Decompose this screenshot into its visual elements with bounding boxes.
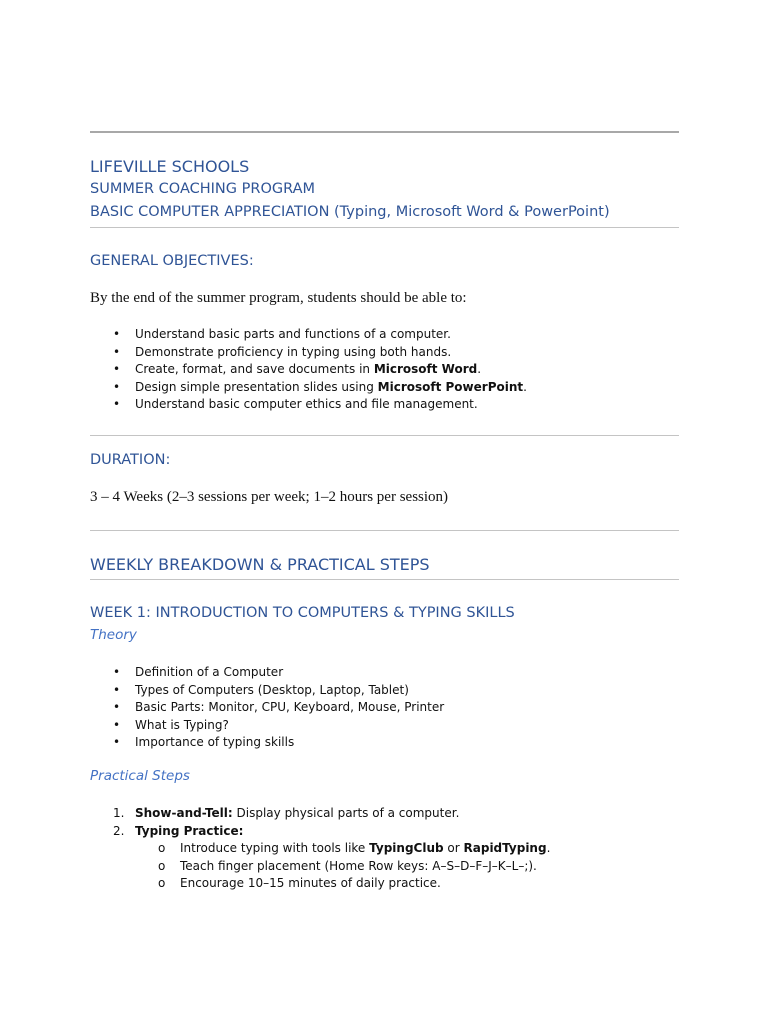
bullet-icon: • <box>113 700 121 714</box>
step-number: 2. <box>113 823 125 838</box>
step-number: 1. <box>113 806 125 820</box>
bold-term: Typing Practice: <box>135 823 244 838</box>
circle-bullet-icon: o <box>158 841 166 855</box>
bullet-icon: • <box>113 397 121 411</box>
bullet-icon: • <box>113 327 121 341</box>
bullet-icon: • <box>113 735 121 749</box>
header-rule <box>90 131 679 133</box>
course-title: BASIC COMPUTER APPRECIATION (Typing, Microsoft Word & PowerPoint) <box>90 204 610 220</box>
divider <box>90 579 679 580</box>
bold-term: Microsoft PowerPoint <box>377 379 524 394</box>
breakdown-heading: WEEKLY BREAKDOWN & PRACTICAL STEPS <box>90 555 430 574</box>
bullet-icon: • <box>113 379 121 394</box>
divider <box>90 530 679 531</box>
practical-label: Practical Steps <box>90 768 190 784</box>
week1-heading: WEEK 1: INTRODUCTION TO COMPUTERS & TYPING SKILLS <box>90 605 515 621</box>
duration-text: 3 – 4 Weeks (2–3 sessions per week; 1–2 hours per session) <box>90 489 449 505</box>
program-name: SUMMER COACHING PROGRAM <box>90 181 316 197</box>
theory-label: Theory <box>90 627 137 643</box>
bold-term: TypingClub <box>369 841 444 855</box>
bold-term: Microsoft Word <box>373 362 478 376</box>
circle-bullet-icon: o <box>158 858 166 873</box>
bullet-icon: • <box>113 344 121 359</box>
bold-term: RapidTyping <box>463 841 547 855</box>
bold-term: Show-and-Tell: <box>135 806 233 820</box>
objectives-intro: By the end of the summer program, students should be able to: <box>90 290 467 306</box>
bullet-icon: • <box>113 682 121 697</box>
objectives-heading: GENERAL OBJECTIVES: <box>90 253 254 269</box>
circle-bullet-icon: o <box>158 876 166 890</box>
bullet-icon: • <box>113 362 121 376</box>
document-page: LIFEVILLE SCHOOLS SUMMER COACHING PROGRAM BASIC COMPUTER APPRECIATION (Typing, Microsoft Word & PowerPoint) GENERAL OBJECTIVES: By the end of the summer program, students should be able to: • Understand basic parts and functions of a computer. • Demonstrate proficiency in typing using both hands. • Create, format, and save documents in Microsoft Word. • Design simple presentation slides using Microsoft PowerPoint. • Understand basic computer ethics and file management. DURATION: 3 – 4 Weeks (2–3 sessions per week; 1–2 hours per session) WEEKLY BREAKDOWN & PRACTICAL STEPS WEEK 1: INTRODUCTION TO COMPUTERS & TYPING SKILLS Theory • Definition of a Computer • Types of Computers (Desktop, Laptop, Tablet) • Basic Parts: Monitor, CPU, Keyboard, Mouse, Printer • What is Typing? • Importance of typing skills Practical Steps 1. Show-and-Tell: Display physical parts of a computer. 2. Typing Practice: o Introduce typing with tools like TypingClub or RapidTyping. o Teach finger placement (Home Row keys: A–S–D–F–J–K–L–;). o Encourage 10–15 minutes of daily practice. <box>0 0 768 1024</box>
duration-heading: DURATION: <box>90 452 171 468</box>
bullet-icon: • <box>113 717 121 732</box>
divider <box>90 227 679 228</box>
divider <box>90 435 679 436</box>
bullet-icon: • <box>113 665 121 679</box>
school-name: LIFEVILLE SCHOOLS <box>90 157 250 176</box>
